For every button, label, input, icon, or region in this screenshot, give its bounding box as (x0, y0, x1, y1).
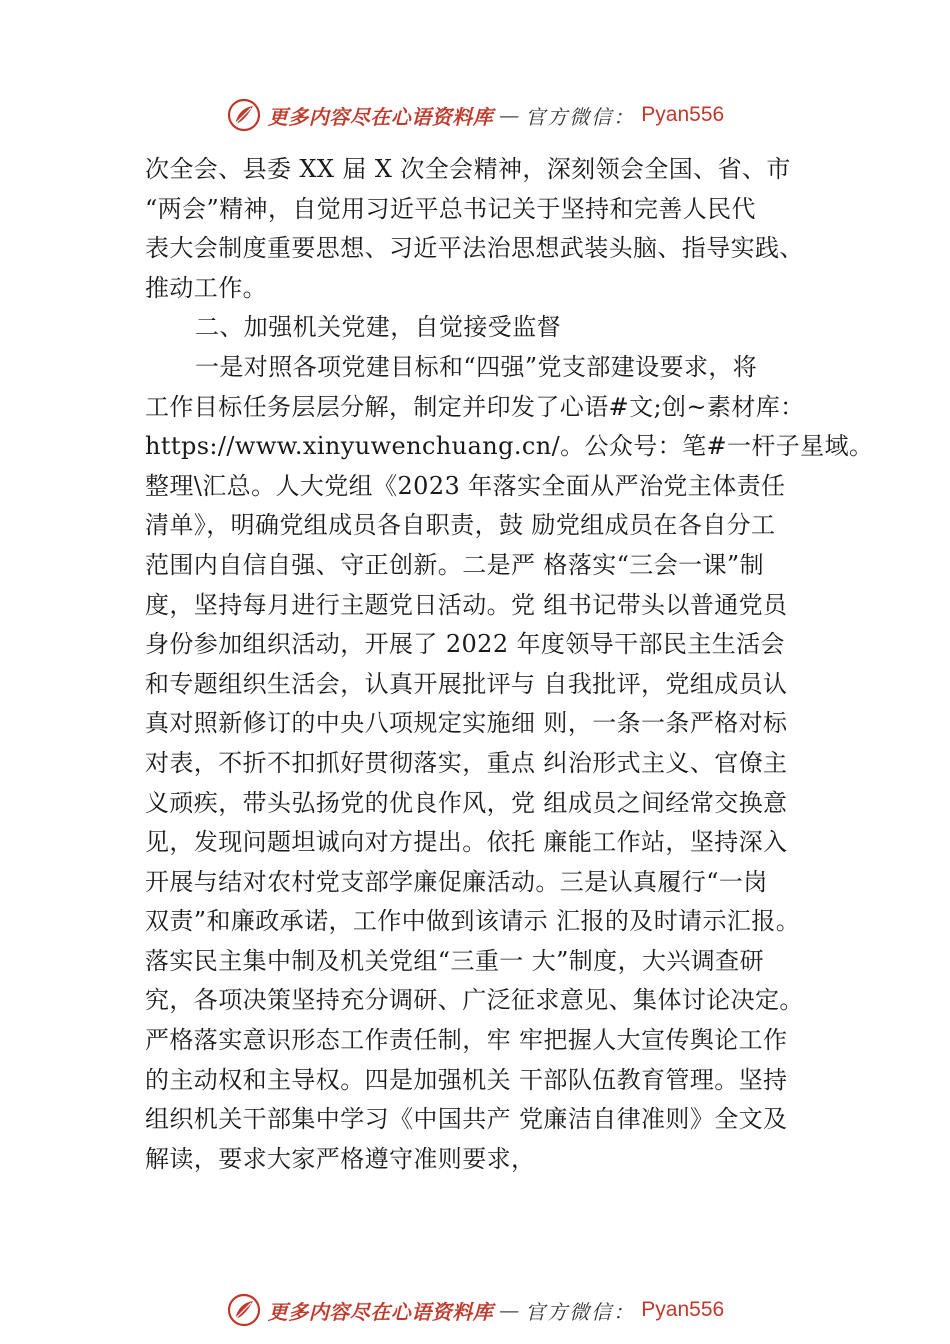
text-line: 真对照新修订的中央八项规定实施细 则，一条一条严格对标 (145, 709, 788, 738)
text-line: 身份参加组织活动，开展了 2022 年度领导干部民主生活会 (145, 630, 785, 659)
text-line: https://www.xinyuwenchuang.cn/。公众号：笔#一杆子星域。 (145, 432, 874, 461)
banner-wechat-label: 官方微信： (525, 1299, 636, 1324)
header-banner (0, 95, 950, 135)
banner-separator: — (499, 103, 520, 127)
text-line: 推动工作。 (145, 273, 267, 302)
text-line: 的主动权和主导权。四是加强机关 干部队伍教育管理。坚持 (145, 1065, 788, 1094)
text-line: 工作目标任务层层分解，制定并印发了心语#文;创~素材库： (145, 392, 805, 421)
banner-title: 更多内容尽在心语资料库 (267, 104, 494, 129)
text-line: 严格落实意识形态工作责任制，牢 牢把握人大宣传舆论工作 (145, 1026, 788, 1055)
paragraph-start: 一是对照各项党建目标和“四强”党支部建设要求，将 (195, 352, 758, 381)
text-line: 义顽疾，带头弘扬党的优良作风，党 组成员之间经常交换意 (145, 788, 788, 817)
text-line: 见，发现问题坦诚向对方提出。依托 廉能工作站，坚持深入 (145, 828, 788, 857)
text-line: 度，坚持每月进行主题党日活动。党 组书记带头以普通党员 (145, 590, 788, 619)
text-line: 开展与结对农村党支部学廉促廉活动。三是认真履行“一岗 (145, 867, 768, 896)
text-line: 清单》，明确党组成员各自职责，鼓 励党组成员在各自分工 (145, 511, 776, 540)
text-line: 次全会、县委 XX 届 X 次全会精神，深刻领会全国、省、市 (145, 155, 791, 183)
text-line: 对表，不折不扣抓好贯彻落实，重点 纠治形式主义、官僚主 (145, 748, 788, 777)
banner-wechat-id: Pyan556 (641, 103, 725, 126)
text-line: 表大会制度重要思想、习近平法治思想武装头脑、指导实践、 (145, 234, 804, 263)
brand-logo-icon (226, 1292, 262, 1328)
section-heading: 二、加强机关党建，自觉接受监督 (195, 313, 561, 342)
text-line: 和专题组织生活会，认真开展批评与 自我批评，党组成员认 (145, 669, 788, 698)
text-line: 究，各项决策坚持充分调研、广泛征求意见、集体讨论决定。 (145, 986, 804, 1015)
text-line: 范围内自信自强、守正创新。二是严 格落实“三会一课”制 (145, 550, 764, 579)
text-line: 组织机关干部集中学习《中国共产 党廉洁自律准则》全文及 (145, 1105, 788, 1134)
banner-wechat-label: 官方微信： (525, 104, 636, 129)
text-line: 落实民主集中制及机关党组“三重一 大”制度，大兴调查研 (145, 946, 764, 975)
footer-banner (0, 1290, 950, 1330)
document-body (145, 150, 874, 1179)
banner-wechat-id: Pyan556 (641, 1298, 725, 1321)
text-line: 解读，要求大家严格遵守准则要求， (145, 1144, 536, 1173)
text-line: 双责”和廉政承诺，工作中做到该请示 汇报的及时请示汇报。 (145, 907, 801, 936)
banner-separator: — (499, 1298, 520, 1322)
text-line: 整理\汇总。人大党组《2023 年落实全面从严治党主体责任 (145, 471, 786, 500)
text-line: “两会”精神，自觉用习近平总书记关于坚持和完善人民代 (145, 194, 756, 223)
brand-logo-icon (226, 97, 262, 133)
banner-title: 更多内容尽在心语资料库 (267, 1299, 494, 1324)
